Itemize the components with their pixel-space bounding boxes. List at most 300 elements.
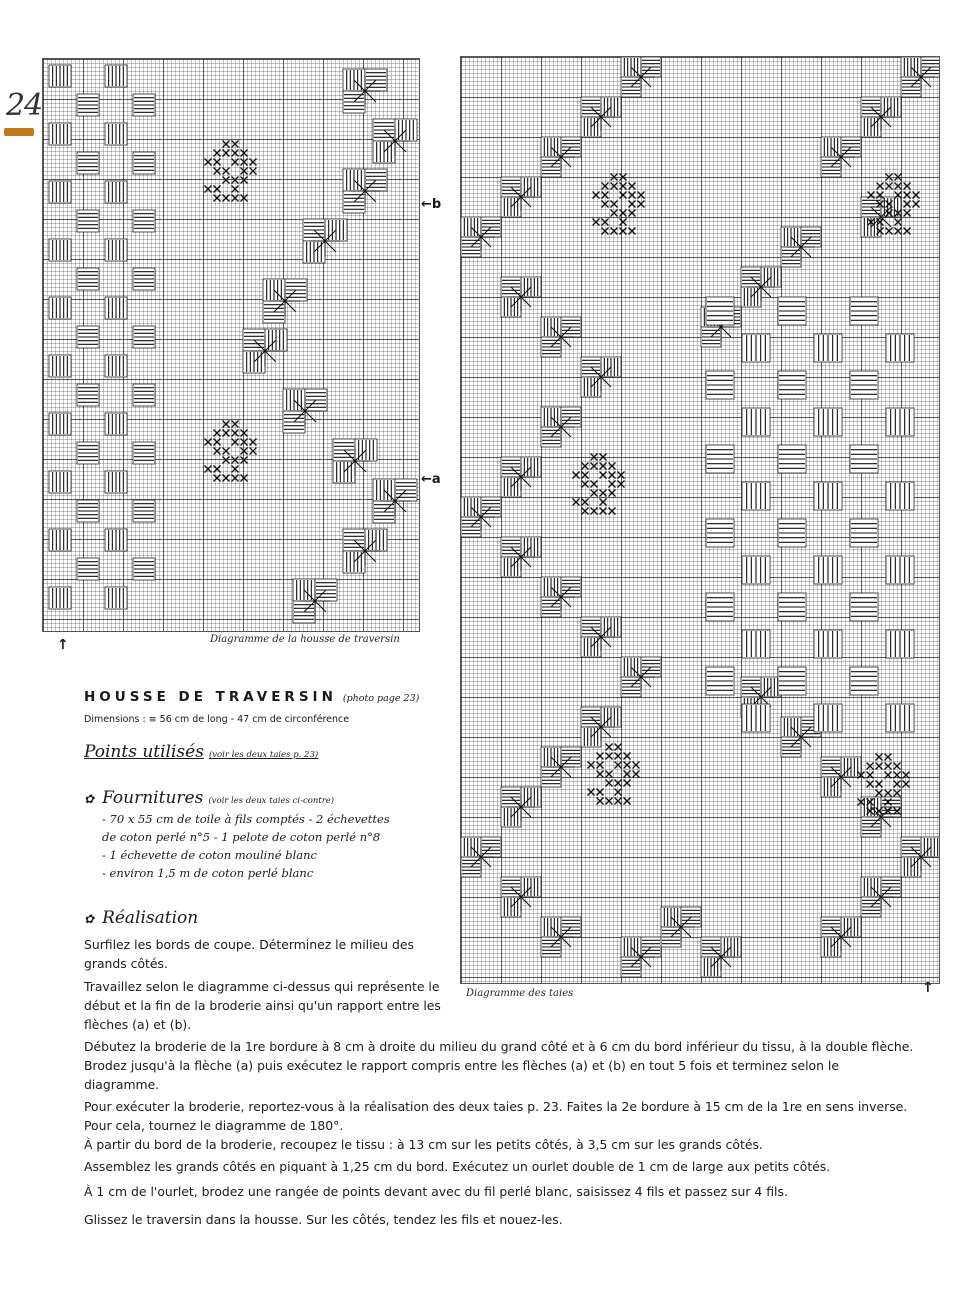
cross-stitch-motif [232, 430, 239, 437]
kloster-block-motif [742, 482, 770, 510]
eyelet-star-motif [310, 226, 341, 257]
cross-stitch-motif [600, 472, 607, 479]
kloster-block-motif [133, 326, 155, 348]
eyelet-star-motif [627, 663, 655, 691]
eyelet-star-motif [467, 223, 495, 251]
cross-stitch-motif [214, 168, 221, 175]
cross-stitch-motif [903, 772, 910, 779]
cross-stitch-motif [205, 466, 212, 473]
paragraph: À partir du bord de la broderie, recoupez le tissu : à 13 cm sur les petits côtés, à 3,5 cm sur les grands côtés. [84, 1137, 763, 1152]
eyelet-star-motif [587, 103, 615, 131]
kloster-block-motif [850, 445, 878, 473]
cross-stitch-motif [886, 183, 893, 190]
kloster-block-motif [814, 334, 842, 362]
cross-stitch-motif [620, 174, 627, 181]
kloster-block-motif [105, 355, 127, 377]
eyelet-star-motif [827, 143, 855, 171]
cross-stitch-motif [624, 771, 631, 778]
cross-stitch-motif [241, 168, 248, 175]
cross-stitch-motif [611, 228, 618, 235]
eyelet-star-motif [667, 913, 695, 941]
eyelet-star-motif [787, 233, 815, 261]
kloster-block-motif [49, 355, 71, 377]
kloster-block-motif [706, 371, 734, 399]
cross-stitch-motif [876, 790, 883, 797]
cross-stitch-motif [894, 763, 901, 770]
fournitures-heading [84, 788, 334, 808]
cross-stitch-motif [606, 771, 613, 778]
cross-stitch-motif [886, 228, 893, 235]
cross-stitch-motif [600, 454, 607, 461]
kloster-block-motif [133, 384, 155, 406]
cross-stitch-motif [620, 228, 627, 235]
cross-stitch-motif [223, 168, 230, 175]
kloster-block-motif [49, 181, 71, 203]
kloster-block-motif [77, 94, 99, 116]
cross-stitch-motif [867, 781, 874, 788]
kloster-block-motif [105, 587, 127, 609]
cross-stitch-motif [895, 228, 902, 235]
kloster-block-motif [814, 482, 842, 510]
cross-stitch-motif [597, 771, 604, 778]
cross-stitch-motif [573, 499, 580, 506]
kloster-block-motif [133, 268, 155, 290]
cross-stitch-motif [609, 472, 616, 479]
paragraph: Surfilez les bords de coupe. Déterminez le milieu des grands côtés. [84, 937, 414, 971]
cross-stitch-motif [913, 192, 920, 199]
realisation-heading-text: Réalisation [102, 908, 199, 928]
kloster-block-motif [49, 297, 71, 319]
kloster-block-motif [706, 593, 734, 621]
list-item: - 1 échevette de coton mouliné blanc [102, 848, 317, 862]
points-heading [84, 742, 318, 762]
eyelet-star-motif [547, 753, 575, 781]
cross-stitch-motif [629, 183, 636, 190]
points-note: (voir les deux taies p. 23) [208, 750, 319, 760]
kloster-block-motif [742, 408, 770, 436]
cross-stitch-motif [629, 201, 636, 208]
cross-stitch-motif [582, 463, 589, 470]
cross-stitch-motif [223, 177, 230, 184]
kloster-block-motif [133, 442, 155, 464]
cross-stitch-motif [241, 195, 248, 202]
kloster-block-motif [886, 482, 914, 510]
eyelet-star-motif [707, 943, 735, 971]
eyelet-star-motif [300, 586, 331, 617]
kloster-block-motif [105, 529, 127, 551]
cross-stitch-motif [903, 781, 910, 788]
fournitures-heading-text: Fournitures [102, 788, 204, 808]
cross-stitch-motif [593, 219, 600, 226]
cross-stitch-motif [241, 159, 248, 166]
cross-stitch-motif [250, 439, 257, 446]
cross-stitch-motif [205, 439, 212, 446]
cross-stitch-motif [588, 789, 595, 796]
eyelet-star-motif [507, 883, 535, 911]
cross-stitch-motif [885, 790, 892, 797]
kloster-block-motif [886, 630, 914, 658]
kloster-block-motif [850, 297, 878, 325]
cross-stitch-motif [615, 762, 622, 769]
cross-stitch-motif [591, 481, 598, 488]
cross-stitch-motif [241, 177, 248, 184]
cross-stitch-motif [232, 186, 239, 193]
cross-stitch-motif [232, 177, 239, 184]
cross-stitch-motif [885, 754, 892, 761]
kloster-block-motif [814, 556, 842, 584]
kloster-block-motif [49, 587, 71, 609]
kloster-block-motif [105, 471, 127, 493]
cross-stitch-motif [232, 195, 239, 202]
kloster-block-motif [105, 239, 127, 261]
cross-stitch-motif [591, 463, 598, 470]
cross-stitch-motif [214, 150, 221, 157]
cross-stitch-motif [232, 475, 239, 482]
cross-stitch-motif [591, 508, 598, 515]
cross-stitch-motif [214, 466, 221, 473]
paragraph: Travaillez selon le diagramme ci-dessus qui représente le début et la fin de la broderie ainsi qu'un rapport entre les flèches (a) et (b). [84, 979, 441, 1032]
flower-bullet-icon: ✿ [84, 792, 95, 806]
eyelet-star-motif [507, 283, 535, 311]
flower-bullet-icon: ✿ [84, 912, 95, 926]
kloster-block-motif [49, 123, 71, 145]
cross-stitch-motif [867, 772, 874, 779]
eyelet-star-motif [547, 413, 575, 441]
cross-stitch-motif [600, 499, 607, 506]
kloster-block-motif [133, 152, 155, 174]
cross-stitch-motif [223, 457, 230, 464]
eyelet-star-motif [747, 273, 775, 301]
cross-stitch-motif [620, 183, 627, 190]
start-arrow-right: ↑ [922, 980, 934, 996]
cross-stitch-motif [876, 763, 883, 770]
cross-stitch-motif [609, 508, 616, 515]
kloster-block-motif [742, 556, 770, 584]
cross-stitch-motif [611, 174, 618, 181]
cross-stitch-motif [885, 772, 892, 779]
bolster-diagram [42, 58, 420, 632]
cross-stitch-motif [597, 798, 604, 805]
cross-stitch-motif [638, 192, 645, 199]
kloster-block-motif [886, 556, 914, 584]
cross-stitch-motif [582, 508, 589, 515]
kloster-block-motif [742, 630, 770, 658]
cross-stitch-motif [232, 159, 239, 166]
eyelet-star-motif [587, 713, 615, 741]
page-number: 24 [6, 88, 43, 123]
cross-stitch-motif [597, 789, 604, 796]
cross-stitch-motif [250, 168, 257, 175]
kloster-block-motif [77, 152, 99, 174]
eyelet-star-motif [270, 286, 301, 317]
cross-stitch-motif [894, 790, 901, 797]
eyelet-star-motif [907, 63, 935, 91]
cross-stitch-motif [223, 430, 230, 437]
eyelet-star-motif [507, 463, 535, 491]
kloster-block-motif [133, 558, 155, 580]
cross-stitch-motif [624, 762, 631, 769]
kloster-block-motif [77, 558, 99, 580]
eyelet-star-motif [340, 446, 371, 477]
kloster-block-motif [706, 445, 734, 473]
cross-stitch-motif [602, 192, 609, 199]
points-heading-text: Points utilisés [84, 742, 204, 762]
kloster-block-motif [778, 667, 806, 695]
cross-stitch-motif [606, 798, 613, 805]
kloster-block-motif [814, 704, 842, 732]
cross-stitch-motif [633, 762, 640, 769]
eyelet-star-motif [867, 203, 895, 231]
fournitures-list [102, 810, 390, 882]
paragraph: Glissez le traversin dans la housse. Sur les côtés, tendez les fils et nouez-les. [84, 1212, 563, 1227]
cross-stitch-motif [214, 430, 221, 437]
eyelet-star-motif [867, 803, 895, 831]
pillowcase-diagram-caption: Diagramme des taies [466, 988, 574, 999]
cross-stitch-motif [620, 219, 627, 226]
eyelet-star-motif [867, 103, 895, 131]
cross-stitch-motif [876, 754, 883, 761]
cross-stitch-motif [602, 201, 609, 208]
cross-stitch-motif [232, 466, 239, 473]
cross-stitch-motif [904, 183, 911, 190]
kloster-block-motif [850, 371, 878, 399]
list-item: de coton perlé n°5 - 1 pelote de coton perlé n°8 [102, 830, 381, 844]
pillowcase-diagram [460, 56, 940, 984]
kloster-block-motif [778, 593, 806, 621]
cross-stitch-motif [241, 150, 248, 157]
eyelet-star-motif [467, 503, 495, 531]
kloster-block-motif [105, 123, 127, 145]
eyelet-star-motif [627, 943, 655, 971]
cross-stitch-motif [591, 490, 598, 497]
cross-stitch-motif [600, 490, 607, 497]
cross-stitch-motif [582, 481, 589, 488]
cross-stitch-motif [629, 210, 636, 217]
kloster-block-motif [133, 210, 155, 232]
kloster-block-motif [133, 500, 155, 522]
kloster-block-motif [778, 371, 806, 399]
eyelet-star-motif [547, 583, 575, 611]
cross-stitch-motif [904, 210, 911, 217]
title-note: (photo page 23) [342, 693, 420, 704]
eyelet-star-motif [547, 923, 575, 951]
cross-stitch-motif [629, 228, 636, 235]
eyelet-star-motif [250, 336, 281, 367]
kloster-block-motif [105, 297, 127, 319]
cross-stitch-motif [877, 183, 884, 190]
arrow-b-label: ←b [421, 197, 442, 212]
kloster-block-motif [814, 630, 842, 658]
kloster-block-motif [77, 326, 99, 348]
cross-stitch-motif [232, 141, 239, 148]
cross-stitch-motif [894, 772, 901, 779]
kloster-block-motif [105, 65, 127, 87]
kloster-block-motif [77, 268, 99, 290]
eyelet-star-motif [350, 76, 381, 107]
cross-stitch-motif [886, 174, 893, 181]
cross-stitch-motif [620, 192, 627, 199]
cross-stitch-motif [223, 195, 230, 202]
pillowcase-diagram-motifs [461, 57, 939, 983]
cross-stitch-motif [609, 490, 616, 497]
cross-stitch-motif [885, 763, 892, 770]
kloster-block-motif [49, 529, 71, 551]
eyelet-star-motif [290, 396, 321, 427]
eyelet-star-motif [507, 183, 535, 211]
cross-stitch-motif [602, 228, 609, 235]
kloster-block-motif [886, 704, 914, 732]
eyelet-star-motif [587, 363, 615, 391]
cross-stitch-motif [904, 192, 911, 199]
cross-stitch-motif [894, 781, 901, 788]
cross-stitch-motif [904, 201, 911, 208]
cross-stitch-motif [624, 798, 631, 805]
cross-stitch-motif [597, 753, 604, 760]
cross-stitch-motif [895, 183, 902, 190]
cross-stitch-motif [241, 457, 248, 464]
kloster-block-motif [850, 519, 878, 547]
kloster-block-motif [133, 94, 155, 116]
cross-stitch-motif [214, 439, 221, 446]
cross-stitch-motif [573, 472, 580, 479]
cross-stitch-motif [223, 475, 230, 482]
cross-stitch-motif [609, 463, 616, 470]
page-accent-bar [4, 128, 34, 136]
kloster-block-motif [105, 413, 127, 435]
section-title [84, 689, 419, 705]
cross-stitch-motif [223, 448, 230, 455]
cross-stitch-motif [232, 150, 239, 157]
cross-stitch-motif [591, 454, 598, 461]
cross-stitch-motif [611, 183, 618, 190]
eyelet-star-motif [507, 543, 535, 571]
cross-stitch-motif [241, 430, 248, 437]
kloster-block-motif [742, 704, 770, 732]
eyelet-star-motif [380, 126, 411, 157]
cross-stitch-motif [223, 150, 230, 157]
cross-stitch-motif [250, 159, 257, 166]
paragraph: Pour exécuter la broderie, reportez-vous à la réalisation des deux taies p. 23. Faites la 2e bordure à 15 cm de la 1re en sens inverse. Pour cela, tournez le diagramme de 180°. [84, 1099, 908, 1133]
paragraph: Débutez la broderie de la 1re bordure à 8 cm à droite du milieu du grand côté et à 6 cm du bord inférieur du tissu, à la double flèche. Brodez jusqu'à la flèche (a) puis exécutez le rapport compris entre les flèches (a) et (b) en tout 5 fois et terminez selon le diagramme. [84, 1039, 914, 1092]
cross-stitch-motif [895, 219, 902, 226]
eyelet-star-motif [380, 486, 411, 517]
eyelet-star-motif [507, 793, 535, 821]
kloster-block-motif [886, 408, 914, 436]
cross-stitch-motif [615, 798, 622, 805]
cross-stitch-motif [223, 141, 230, 148]
list-item: - environ 1,5 m de coton perlé blanc [102, 866, 314, 880]
title-text: HOUSSE DE TRAVERSIN [84, 689, 337, 705]
kloster-block-motif [706, 297, 734, 325]
cross-stitch-motif [250, 448, 257, 455]
eyelet-star-motif [587, 623, 615, 651]
eyelet-star-motif [827, 763, 855, 791]
cross-stitch-motif [618, 472, 625, 479]
cross-stitch-motif [615, 753, 622, 760]
start-arrow-left: ↑ [57, 637, 69, 653]
kloster-block-motif [742, 334, 770, 362]
paragraph: Assemblez les grands côtés en piquant à 1,25 cm du bord. Exécutez un ourlet double de 1 cm de large aux petits côtés. [84, 1159, 831, 1174]
cross-stitch-motif [638, 201, 645, 208]
cross-stitch-motif [214, 159, 221, 166]
kloster-block-motif [886, 334, 914, 362]
cross-stitch-motif [611, 201, 618, 208]
cross-stitch-motif [624, 753, 631, 760]
cross-stitch-motif [214, 186, 221, 193]
paragraph: À 1 cm de l'ourlet, brodez une rangée de points devant avec du fil perlé blanc, saisissez 4 fils et passez sur 4 fils. [84, 1184, 788, 1199]
eyelet-star-motif [787, 723, 815, 751]
kloster-block-motif [778, 297, 806, 325]
eyelet-star-motif [350, 536, 381, 567]
eyelet-star-motif [627, 63, 655, 91]
kloster-block-motif [49, 471, 71, 493]
cross-stitch-motif [214, 195, 221, 202]
cross-stitch-motif [593, 192, 600, 199]
kloster-block-motif [778, 445, 806, 473]
kloster-block-motif [706, 667, 734, 695]
cross-stitch-motif [214, 475, 221, 482]
cross-stitch-motif [232, 439, 239, 446]
cross-stitch-motif [876, 781, 883, 788]
eyelet-star-motif [827, 923, 855, 951]
kloster-block-motif [77, 442, 99, 464]
kloster-block-motif [706, 519, 734, 547]
eyelet-star-motif [867, 883, 895, 911]
kloster-block-motif [49, 65, 71, 87]
kloster-block-motif [778, 519, 806, 547]
cross-stitch-motif [895, 174, 902, 181]
kloster-block-motif [49, 413, 71, 435]
realisation-heading [84, 908, 198, 928]
bolster-diagram-motifs [43, 59, 419, 631]
kloster-block-motif [77, 384, 99, 406]
cross-stitch-motif [241, 448, 248, 455]
eyelet-star-motif [907, 843, 935, 871]
cross-stitch-motif [606, 780, 613, 787]
cross-stitch-motif [241, 475, 248, 482]
cross-stitch-motif [597, 762, 604, 769]
cross-stitch-motif [913, 201, 920, 208]
kloster-block-motif [850, 667, 878, 695]
cross-stitch-motif [205, 186, 212, 193]
fournitures-note: (voir les deux taies ci-contre) [208, 796, 335, 806]
bolster-diagram-caption: Diagramme de la housse de traversin [210, 634, 400, 645]
cross-stitch-motif [620, 210, 627, 217]
cross-stitch-motif [602, 219, 609, 226]
kloster-block-motif [850, 593, 878, 621]
dimensions: Dimensions : ≡ 56 cm de long - 47 cm de circonférence [84, 714, 350, 725]
cross-stitch-motif [600, 508, 607, 515]
cross-stitch-motif [629, 192, 636, 199]
eyelet-star-motif [547, 323, 575, 351]
cross-stitch-motif [600, 463, 607, 470]
eyelet-star-motif [467, 843, 495, 871]
cross-stitch-motif [214, 448, 221, 455]
cross-stitch-motif [588, 762, 595, 769]
cross-stitch-motif [606, 744, 613, 751]
cross-stitch-motif [582, 499, 589, 506]
cross-stitch-motif [615, 744, 622, 751]
kloster-block-motif [77, 500, 99, 522]
kloster-block-motif [105, 181, 127, 203]
cross-stitch-motif [606, 753, 613, 760]
cross-stitch-motif [241, 439, 248, 446]
cross-stitch-motif [611, 210, 618, 217]
cross-stitch-motif [633, 771, 640, 778]
eyelet-star-motif [350, 176, 381, 207]
list-item: - 70 x 55 cm de toile à fils comptés - 2 échevettes [102, 812, 390, 826]
cross-stitch-motif [867, 763, 874, 770]
